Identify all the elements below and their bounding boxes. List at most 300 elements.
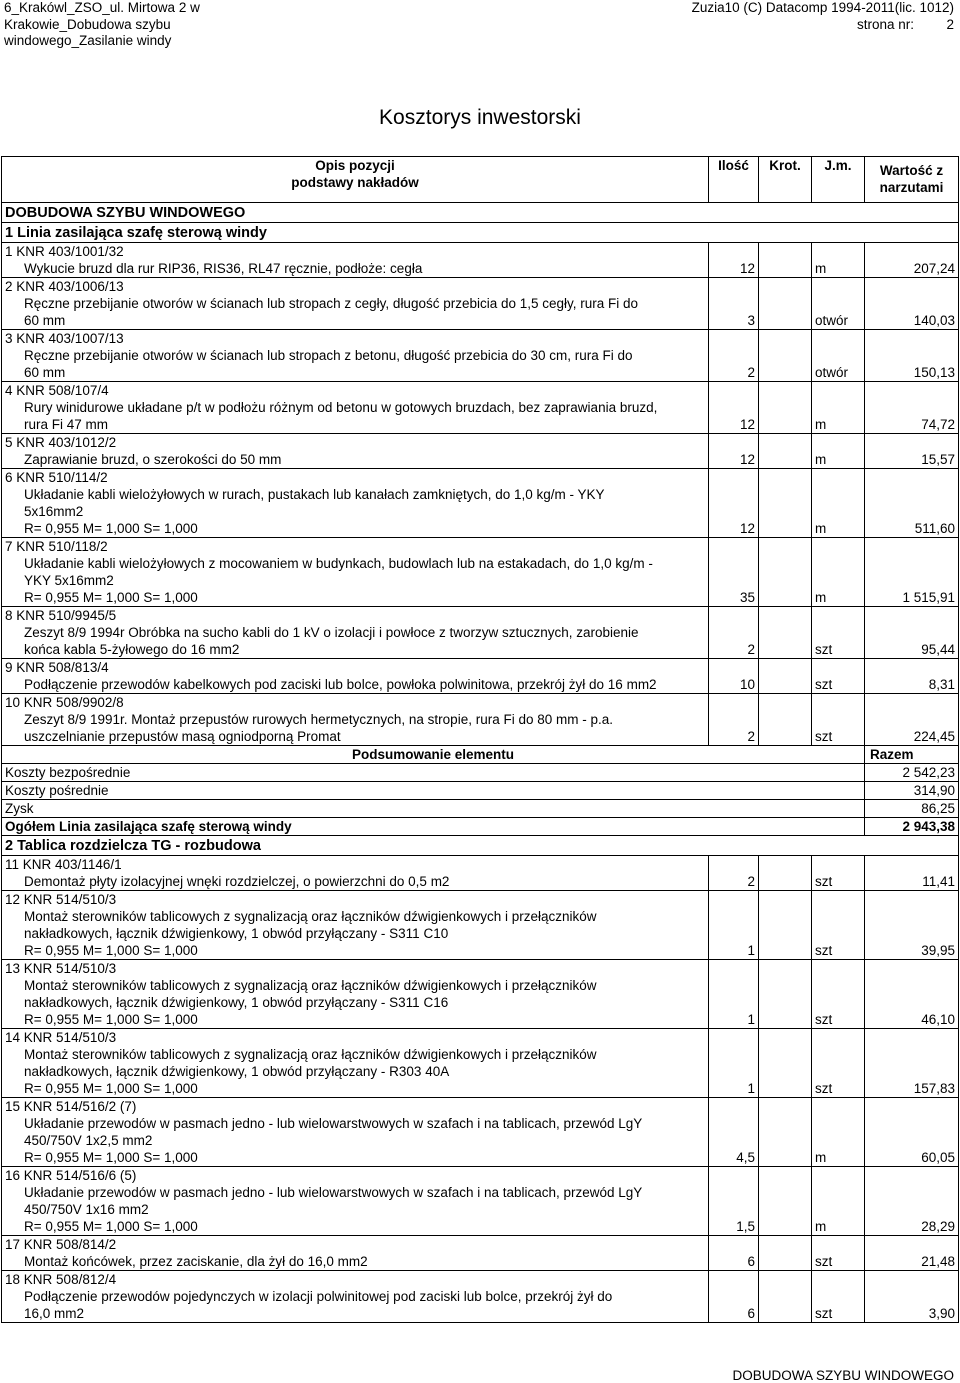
qty-cell bbox=[709, 960, 759, 978]
item-description bbox=[2, 908, 959, 925]
value-cell bbox=[865, 434, 959, 452]
item-row bbox=[2, 330, 959, 348]
qty-cell bbox=[709, 399, 759, 416]
item-knr: KNR 403/1006/13 bbox=[16, 279, 124, 294]
item-row bbox=[2, 243, 959, 261]
item-value: 39,95 bbox=[865, 942, 959, 960]
description-line: Układanie kabli wielożyłowych w rurach, pustakach lub kanałach zamkniętych, do 1,0 kg/m - YKY bbox=[2, 486, 709, 503]
col-opis: Opis pozycji podstawy nakładów bbox=[2, 157, 709, 203]
krot-cell bbox=[759, 1167, 812, 1185]
value-cell bbox=[865, 1236, 959, 1254]
header-left bbox=[4, 0, 200, 50]
item-description bbox=[2, 624, 959, 641]
unit-cell bbox=[812, 891, 865, 909]
item-knr: KNR 508/814/2 bbox=[23, 1237, 117, 1252]
description-line: Zaprawianie bruzd, o szerokości do 50 mm bbox=[2, 451, 709, 469]
item-number: 14 bbox=[5, 1030, 21, 1045]
unit-cell bbox=[812, 382, 865, 400]
item-number: 13 bbox=[5, 961, 21, 976]
value-cell bbox=[865, 330, 959, 348]
description-line: Układanie przewodów w pasmach jedno - lub wielowarstwowych w szafach i na tablicach, przewód LgY bbox=[2, 1184, 709, 1201]
value-cell bbox=[865, 1046, 959, 1063]
item-unit: szt bbox=[812, 873, 865, 891]
item-description bbox=[2, 676, 959, 694]
value-cell bbox=[865, 659, 959, 677]
krot-cell bbox=[759, 295, 812, 312]
description-line: 450/750V 1x16 mm2 bbox=[2, 1201, 709, 1218]
value-cell bbox=[865, 994, 959, 1011]
item-number: 11 bbox=[5, 857, 20, 872]
item-knr: KNR 508/813/4 bbox=[16, 660, 109, 675]
item-value: 511,60 bbox=[865, 520, 959, 538]
value-cell bbox=[865, 694, 959, 712]
item-unit: szt bbox=[812, 641, 865, 659]
item-unit: m bbox=[812, 416, 865, 434]
item-number: 5 bbox=[5, 435, 13, 450]
unit-cell bbox=[812, 278, 865, 296]
value-cell bbox=[865, 382, 959, 400]
unit-cell bbox=[812, 1184, 865, 1201]
item-qty: 35 bbox=[709, 589, 759, 607]
unit-cell bbox=[812, 1201, 865, 1218]
krot-cell bbox=[759, 908, 812, 925]
item-krot bbox=[759, 589, 812, 607]
item-number: 2 bbox=[5, 279, 13, 294]
item-number: 10 bbox=[5, 695, 21, 710]
item-description bbox=[2, 1149, 959, 1167]
item-qty: 2 bbox=[709, 873, 759, 891]
qty-cell bbox=[709, 330, 759, 348]
qty-cell bbox=[709, 1029, 759, 1047]
unit-cell bbox=[812, 295, 865, 312]
item-description bbox=[2, 925, 959, 942]
krot-cell bbox=[759, 538, 812, 556]
item-qty: 3 bbox=[709, 312, 759, 330]
item-unit: m bbox=[812, 520, 865, 538]
cost-label: Zysk bbox=[2, 800, 865, 818]
item-code bbox=[2, 1029, 709, 1047]
item-number: 7 bbox=[5, 539, 13, 554]
item-row bbox=[2, 659, 959, 677]
item-knr: KNR 508/107/4 bbox=[16, 383, 109, 398]
item-unit: m bbox=[812, 1218, 865, 1236]
page-number: 2 bbox=[946, 16, 954, 32]
qty-cell bbox=[709, 1236, 759, 1254]
krot-cell bbox=[759, 347, 812, 364]
page-indicator bbox=[692, 17, 954, 34]
cost-value: 2 542,23 bbox=[865, 764, 959, 782]
qty-cell bbox=[709, 711, 759, 728]
item-description bbox=[2, 589, 959, 607]
description-line: nakładkowych, łącznik dźwigienkowy, 1 obwód przyłączany - S311 C10 bbox=[2, 925, 709, 942]
item-number: 15 bbox=[5, 1099, 21, 1114]
item-code bbox=[2, 434, 709, 452]
qty-cell bbox=[709, 1167, 759, 1185]
description-line: nakładkowych, łącznik dźwigienkowy, 1 obwód przyłączany - S311 C16 bbox=[2, 994, 709, 1011]
item-unit: szt bbox=[812, 676, 865, 694]
qty-cell bbox=[709, 1063, 759, 1080]
item-krot bbox=[759, 873, 812, 891]
item-knr: KNR 403/1007/13 bbox=[16, 331, 124, 346]
item-description bbox=[2, 260, 959, 278]
item-krot bbox=[759, 520, 812, 538]
item-code bbox=[2, 330, 709, 348]
qty-cell bbox=[709, 382, 759, 400]
item-unit: m bbox=[812, 1149, 865, 1167]
unit-cell bbox=[812, 1115, 865, 1132]
description-line: R= 0,955 M= 1,000 S= 1,000 bbox=[2, 942, 709, 960]
krot-cell bbox=[759, 1098, 812, 1116]
item-description bbox=[2, 347, 959, 364]
item-value: 28,29 bbox=[865, 1218, 959, 1236]
value-cell bbox=[865, 1132, 959, 1149]
col-ilosc: Ilość bbox=[709, 157, 759, 203]
value-cell bbox=[865, 503, 959, 520]
item-qty: 1,5 bbox=[709, 1218, 759, 1236]
item-value: 60,05 bbox=[865, 1149, 959, 1167]
unit-cell bbox=[812, 1046, 865, 1063]
item-unit: otwór bbox=[812, 364, 865, 382]
qty-cell bbox=[709, 243, 759, 261]
value-cell bbox=[865, 607, 959, 625]
value-cell bbox=[865, 1029, 959, 1047]
cost-row bbox=[2, 764, 959, 782]
krot-cell bbox=[759, 1046, 812, 1063]
description-line: Demontaż płyty izolacyjnej wnęki rozdzielczej, o powierzchni do 0,5 m2 bbox=[2, 873, 709, 891]
item-unit: m bbox=[812, 589, 865, 607]
item-qty: 12 bbox=[709, 260, 759, 278]
item-knr: KNR 403/1001/32 bbox=[16, 244, 124, 259]
item-value: 1 515,91 bbox=[865, 589, 959, 607]
item-number: 17 bbox=[5, 1237, 21, 1252]
item-row bbox=[2, 434, 959, 452]
krot-cell bbox=[759, 469, 812, 487]
item-value: 8,31 bbox=[865, 676, 959, 694]
unit-cell bbox=[812, 1288, 865, 1305]
unit-cell bbox=[812, 469, 865, 487]
item-unit: szt bbox=[812, 942, 865, 960]
item-qty: 6 bbox=[709, 1253, 759, 1271]
item-description bbox=[2, 1288, 959, 1305]
qty-cell bbox=[709, 572, 759, 589]
item-qty: 10 bbox=[709, 676, 759, 694]
item-description bbox=[2, 312, 959, 330]
description-line: R= 0,955 M= 1,000 S= 1,000 bbox=[2, 1080, 709, 1098]
item-description bbox=[2, 1132, 959, 1149]
item-krot bbox=[759, 1080, 812, 1098]
value-cell bbox=[865, 977, 959, 994]
item-code bbox=[2, 694, 709, 712]
value-cell bbox=[865, 1288, 959, 1305]
krot-cell bbox=[759, 1063, 812, 1080]
krot-cell bbox=[759, 1115, 812, 1132]
item-description bbox=[2, 451, 959, 469]
unit-cell bbox=[812, 503, 865, 520]
qty-cell bbox=[709, 1098, 759, 1116]
item-description bbox=[2, 1201, 959, 1218]
item-code bbox=[2, 856, 709, 874]
description-line: Zeszyt 8/9 1991r. Montaż przepustów rurowych hermetycznych, na stropie, rura Fi do 80 mm - p.a. bbox=[2, 711, 709, 728]
item-knr: KNR 510/9945/5 bbox=[16, 608, 117, 623]
qty-cell bbox=[709, 908, 759, 925]
krot-cell bbox=[759, 711, 812, 728]
unit-cell bbox=[812, 1132, 865, 1149]
item-value: 224,45 bbox=[865, 728, 959, 746]
item-krot bbox=[759, 728, 812, 746]
page-title: Kosztorys inwestorski bbox=[379, 106, 581, 129]
header-line: 6_Krakówl_ZSO_ul. Mirtowa 2 w bbox=[4, 0, 200, 15]
item-description bbox=[2, 711, 959, 728]
item-unit: szt bbox=[812, 1080, 865, 1098]
krot-cell bbox=[759, 694, 812, 712]
item-knr: KNR 508/9902/8 bbox=[23, 695, 124, 710]
krot-cell bbox=[759, 891, 812, 909]
item-value: 74,72 bbox=[865, 416, 959, 434]
item-number: 3 bbox=[5, 331, 13, 346]
total-row bbox=[2, 818, 959, 836]
unit-cell bbox=[812, 977, 865, 994]
item-description bbox=[2, 520, 959, 538]
krot-cell bbox=[759, 486, 812, 503]
description-line: Montaż końcówek, przez zaciskanie, dla żył do 16,0 mm2 bbox=[2, 1253, 709, 1271]
item-description bbox=[2, 641, 959, 659]
qty-cell bbox=[709, 434, 759, 452]
item-qty: 1 bbox=[709, 942, 759, 960]
unit-cell bbox=[812, 399, 865, 416]
item-knr: KNR 514/510/3 bbox=[23, 892, 117, 907]
unit-cell bbox=[812, 572, 865, 589]
qty-cell bbox=[709, 1115, 759, 1132]
summary-header bbox=[2, 746, 959, 764]
description-line: YKY 5x16mm2 bbox=[2, 572, 709, 589]
col-krot: Krot. bbox=[759, 157, 812, 203]
value-cell bbox=[865, 891, 959, 909]
krot-cell bbox=[759, 555, 812, 572]
krot-cell bbox=[759, 659, 812, 677]
item-description bbox=[2, 1046, 959, 1063]
value-cell bbox=[865, 555, 959, 572]
value-cell bbox=[865, 1063, 959, 1080]
item-number: 4 bbox=[5, 383, 13, 398]
krot-cell bbox=[759, 1201, 812, 1218]
page-footer: DOBUDOWA SZYBU WINDOWEGO bbox=[732, 1368, 954, 1383]
item-row bbox=[2, 469, 959, 487]
krot-cell bbox=[759, 572, 812, 589]
description-line: Podłączenie przewodów pojedynczych w izolacji polwinitowej pod zaciski lub bolce, przekrój żył do bbox=[2, 1288, 709, 1305]
description-line: Zeszyt 8/9 1994r Obróbka na sucho kabli do 1 kV o izolacji i powłoce z tworzyw sztucznych, zarobienie bbox=[2, 624, 709, 641]
item-number: 1 bbox=[5, 244, 13, 259]
krot-cell bbox=[759, 1271, 812, 1289]
unit-cell bbox=[812, 607, 865, 625]
description-line: nakładkowych, łącznik dźwigienkowy, 1 obwód przyłączany - R303 40A bbox=[2, 1063, 709, 1080]
section-1 bbox=[2, 223, 959, 243]
item-knr: KNR 514/516/2 (7) bbox=[23, 1099, 137, 1114]
item-number: 12 bbox=[5, 892, 21, 907]
item-description bbox=[2, 416, 959, 434]
unit-cell bbox=[812, 856, 865, 874]
krot-cell bbox=[759, 1029, 812, 1047]
description-line: końca kabla 5-żyłowego do 16 mm2 bbox=[2, 641, 709, 659]
item-row bbox=[2, 856, 959, 874]
item-krot bbox=[759, 364, 812, 382]
item-description bbox=[2, 1253, 959, 1271]
value-cell bbox=[865, 624, 959, 641]
unit-cell bbox=[812, 1271, 865, 1289]
item-number: 16 bbox=[5, 1168, 21, 1183]
item-value: 140,03 bbox=[865, 312, 959, 330]
description-line: Rury winidurowe układane p/t w podłożu różnym od betonu w gotowych bruzdach, bez zaprawiania bruzd, bbox=[2, 399, 709, 416]
item-krot bbox=[759, 676, 812, 694]
value-cell bbox=[865, 486, 959, 503]
item-qty: 12 bbox=[709, 416, 759, 434]
header-right bbox=[692, 0, 954, 33]
item-value: 95,44 bbox=[865, 641, 959, 659]
krot-cell bbox=[759, 1236, 812, 1254]
qty-cell bbox=[709, 1184, 759, 1201]
item-unit: otwór bbox=[812, 312, 865, 330]
item-krot bbox=[759, 1253, 812, 1271]
table-header bbox=[2, 157, 959, 203]
qty-cell bbox=[709, 486, 759, 503]
qty-cell bbox=[709, 469, 759, 487]
krot-cell bbox=[759, 278, 812, 296]
total-label: Ogółem Linia zasilająca szafę sterową windy bbox=[2, 818, 865, 836]
item-code bbox=[2, 538, 709, 556]
item-knr: KNR 514/516/6 (5) bbox=[23, 1168, 137, 1183]
qty-cell bbox=[709, 278, 759, 296]
item-code bbox=[2, 1098, 709, 1116]
cost-row bbox=[2, 800, 959, 818]
description-line: Układanie kabli wielożyłowych z mocowaniem w budynkach, budowlach lub na estakadach, do 1,0 kg/m - bbox=[2, 555, 709, 572]
description-line: rura Fi 47 mm bbox=[2, 416, 709, 434]
krot-cell bbox=[759, 925, 812, 942]
qty-cell bbox=[709, 891, 759, 909]
item-number: 18 bbox=[5, 1272, 21, 1287]
item-row bbox=[2, 382, 959, 400]
value-cell bbox=[865, 1098, 959, 1116]
item-code bbox=[2, 659, 709, 677]
description-line: Montaż sterowników tablicowych z sygnalizacją oraz łączników dźwigienkowych i przełączników bbox=[2, 1046, 709, 1063]
item-description bbox=[2, 994, 959, 1011]
unit-cell bbox=[812, 538, 865, 556]
qty-cell bbox=[709, 856, 759, 874]
section-title: DOBUDOWA SZYBU WINDOWEGO bbox=[2, 203, 959, 223]
qty-cell bbox=[709, 994, 759, 1011]
item-code bbox=[2, 1236, 709, 1254]
item-number: 6 bbox=[5, 470, 13, 485]
value-cell bbox=[865, 538, 959, 556]
value-cell bbox=[865, 469, 959, 487]
value-cell bbox=[865, 347, 959, 364]
item-description bbox=[2, 295, 959, 312]
description-line: Podłączenie przewodów kabelkowych pod zaciski lub bolce, powłoka polwinitowa, przekrój żył do 16 mm2 bbox=[2, 676, 709, 694]
item-row bbox=[2, 1271, 959, 1289]
value-cell bbox=[865, 960, 959, 978]
unit-cell bbox=[812, 555, 865, 572]
qty-cell bbox=[709, 694, 759, 712]
item-description bbox=[2, 399, 959, 416]
header-line: Krakowie_Dobudowa szybu bbox=[4, 16, 171, 32]
item-unit: szt bbox=[812, 1305, 865, 1323]
item-row bbox=[2, 607, 959, 625]
item-row bbox=[2, 694, 959, 712]
unit-cell bbox=[812, 694, 865, 712]
item-number: 9 bbox=[5, 660, 13, 675]
description-line: 450/750V 1x2,5 mm2 bbox=[2, 1132, 709, 1149]
item-row bbox=[2, 1029, 959, 1047]
value-cell bbox=[865, 572, 959, 589]
item-value: 3,90 bbox=[865, 1305, 959, 1323]
qty-cell bbox=[709, 1271, 759, 1289]
item-row bbox=[2, 1236, 959, 1254]
item-krot bbox=[759, 260, 812, 278]
item-description bbox=[2, 1063, 959, 1080]
description-line: Wykucie bruzd dla rur RIP36, RIS36, RL47 ręcznie, podłoże: cegła bbox=[2, 260, 709, 278]
qty-cell bbox=[709, 503, 759, 520]
item-unit: szt bbox=[812, 1253, 865, 1271]
item-value: 150,13 bbox=[865, 364, 959, 382]
total-value: 2 943,38 bbox=[865, 818, 959, 836]
krot-cell bbox=[759, 607, 812, 625]
item-knr: KNR 514/510/3 bbox=[23, 1030, 117, 1045]
unit-cell bbox=[812, 711, 865, 728]
krot-cell bbox=[759, 399, 812, 416]
item-knr: KNR 510/114/2 bbox=[16, 470, 108, 485]
item-value: 21,48 bbox=[865, 1253, 959, 1271]
item-qty: 2 bbox=[709, 728, 759, 746]
description-line: Montaż sterowników tablicowych z sygnalizacją oraz łączników dźwigienkowych i przełączników bbox=[2, 977, 709, 994]
value-cell bbox=[865, 278, 959, 296]
item-krot bbox=[759, 1218, 812, 1236]
cost-value: 86,25 bbox=[865, 800, 959, 818]
krot-cell bbox=[759, 624, 812, 641]
item-description bbox=[2, 572, 959, 589]
value-cell bbox=[865, 1184, 959, 1201]
item-knr: KNR 510/118/2 bbox=[16, 539, 108, 554]
item-unit: m bbox=[812, 451, 865, 469]
item-value: 11,41 bbox=[865, 873, 959, 891]
description-line: R= 0,955 M= 1,000 S= 1,000 bbox=[2, 520, 709, 538]
item-code bbox=[2, 891, 709, 909]
value-cell bbox=[865, 399, 959, 416]
item-krot bbox=[759, 451, 812, 469]
item-value: 15,57 bbox=[865, 451, 959, 469]
item-krot bbox=[759, 942, 812, 960]
item-code bbox=[2, 1167, 709, 1185]
item-code bbox=[2, 1271, 709, 1289]
item-knr: KNR 514/510/3 bbox=[23, 961, 117, 976]
item-unit: szt bbox=[812, 728, 865, 746]
item-description bbox=[2, 1115, 959, 1132]
value-cell bbox=[865, 711, 959, 728]
item-description bbox=[2, 873, 959, 891]
krot-cell bbox=[759, 382, 812, 400]
qty-cell bbox=[709, 624, 759, 641]
item-row bbox=[2, 278, 959, 296]
item-qty: 6 bbox=[709, 1305, 759, 1323]
qty-cell bbox=[709, 1201, 759, 1218]
qty-cell bbox=[709, 1046, 759, 1063]
item-description bbox=[2, 486, 959, 503]
item-description bbox=[2, 364, 959, 382]
item-unit: m bbox=[812, 260, 865, 278]
value-cell bbox=[865, 243, 959, 261]
description-line: Ręczne przebijanie otworów w ścianach lub stropach z cegły, długość przebicia do 1,5 cegły, rura Fi do bbox=[2, 295, 709, 312]
value-cell bbox=[865, 295, 959, 312]
qty-cell bbox=[709, 659, 759, 677]
qty-cell bbox=[709, 925, 759, 942]
unit-cell bbox=[812, 486, 865, 503]
